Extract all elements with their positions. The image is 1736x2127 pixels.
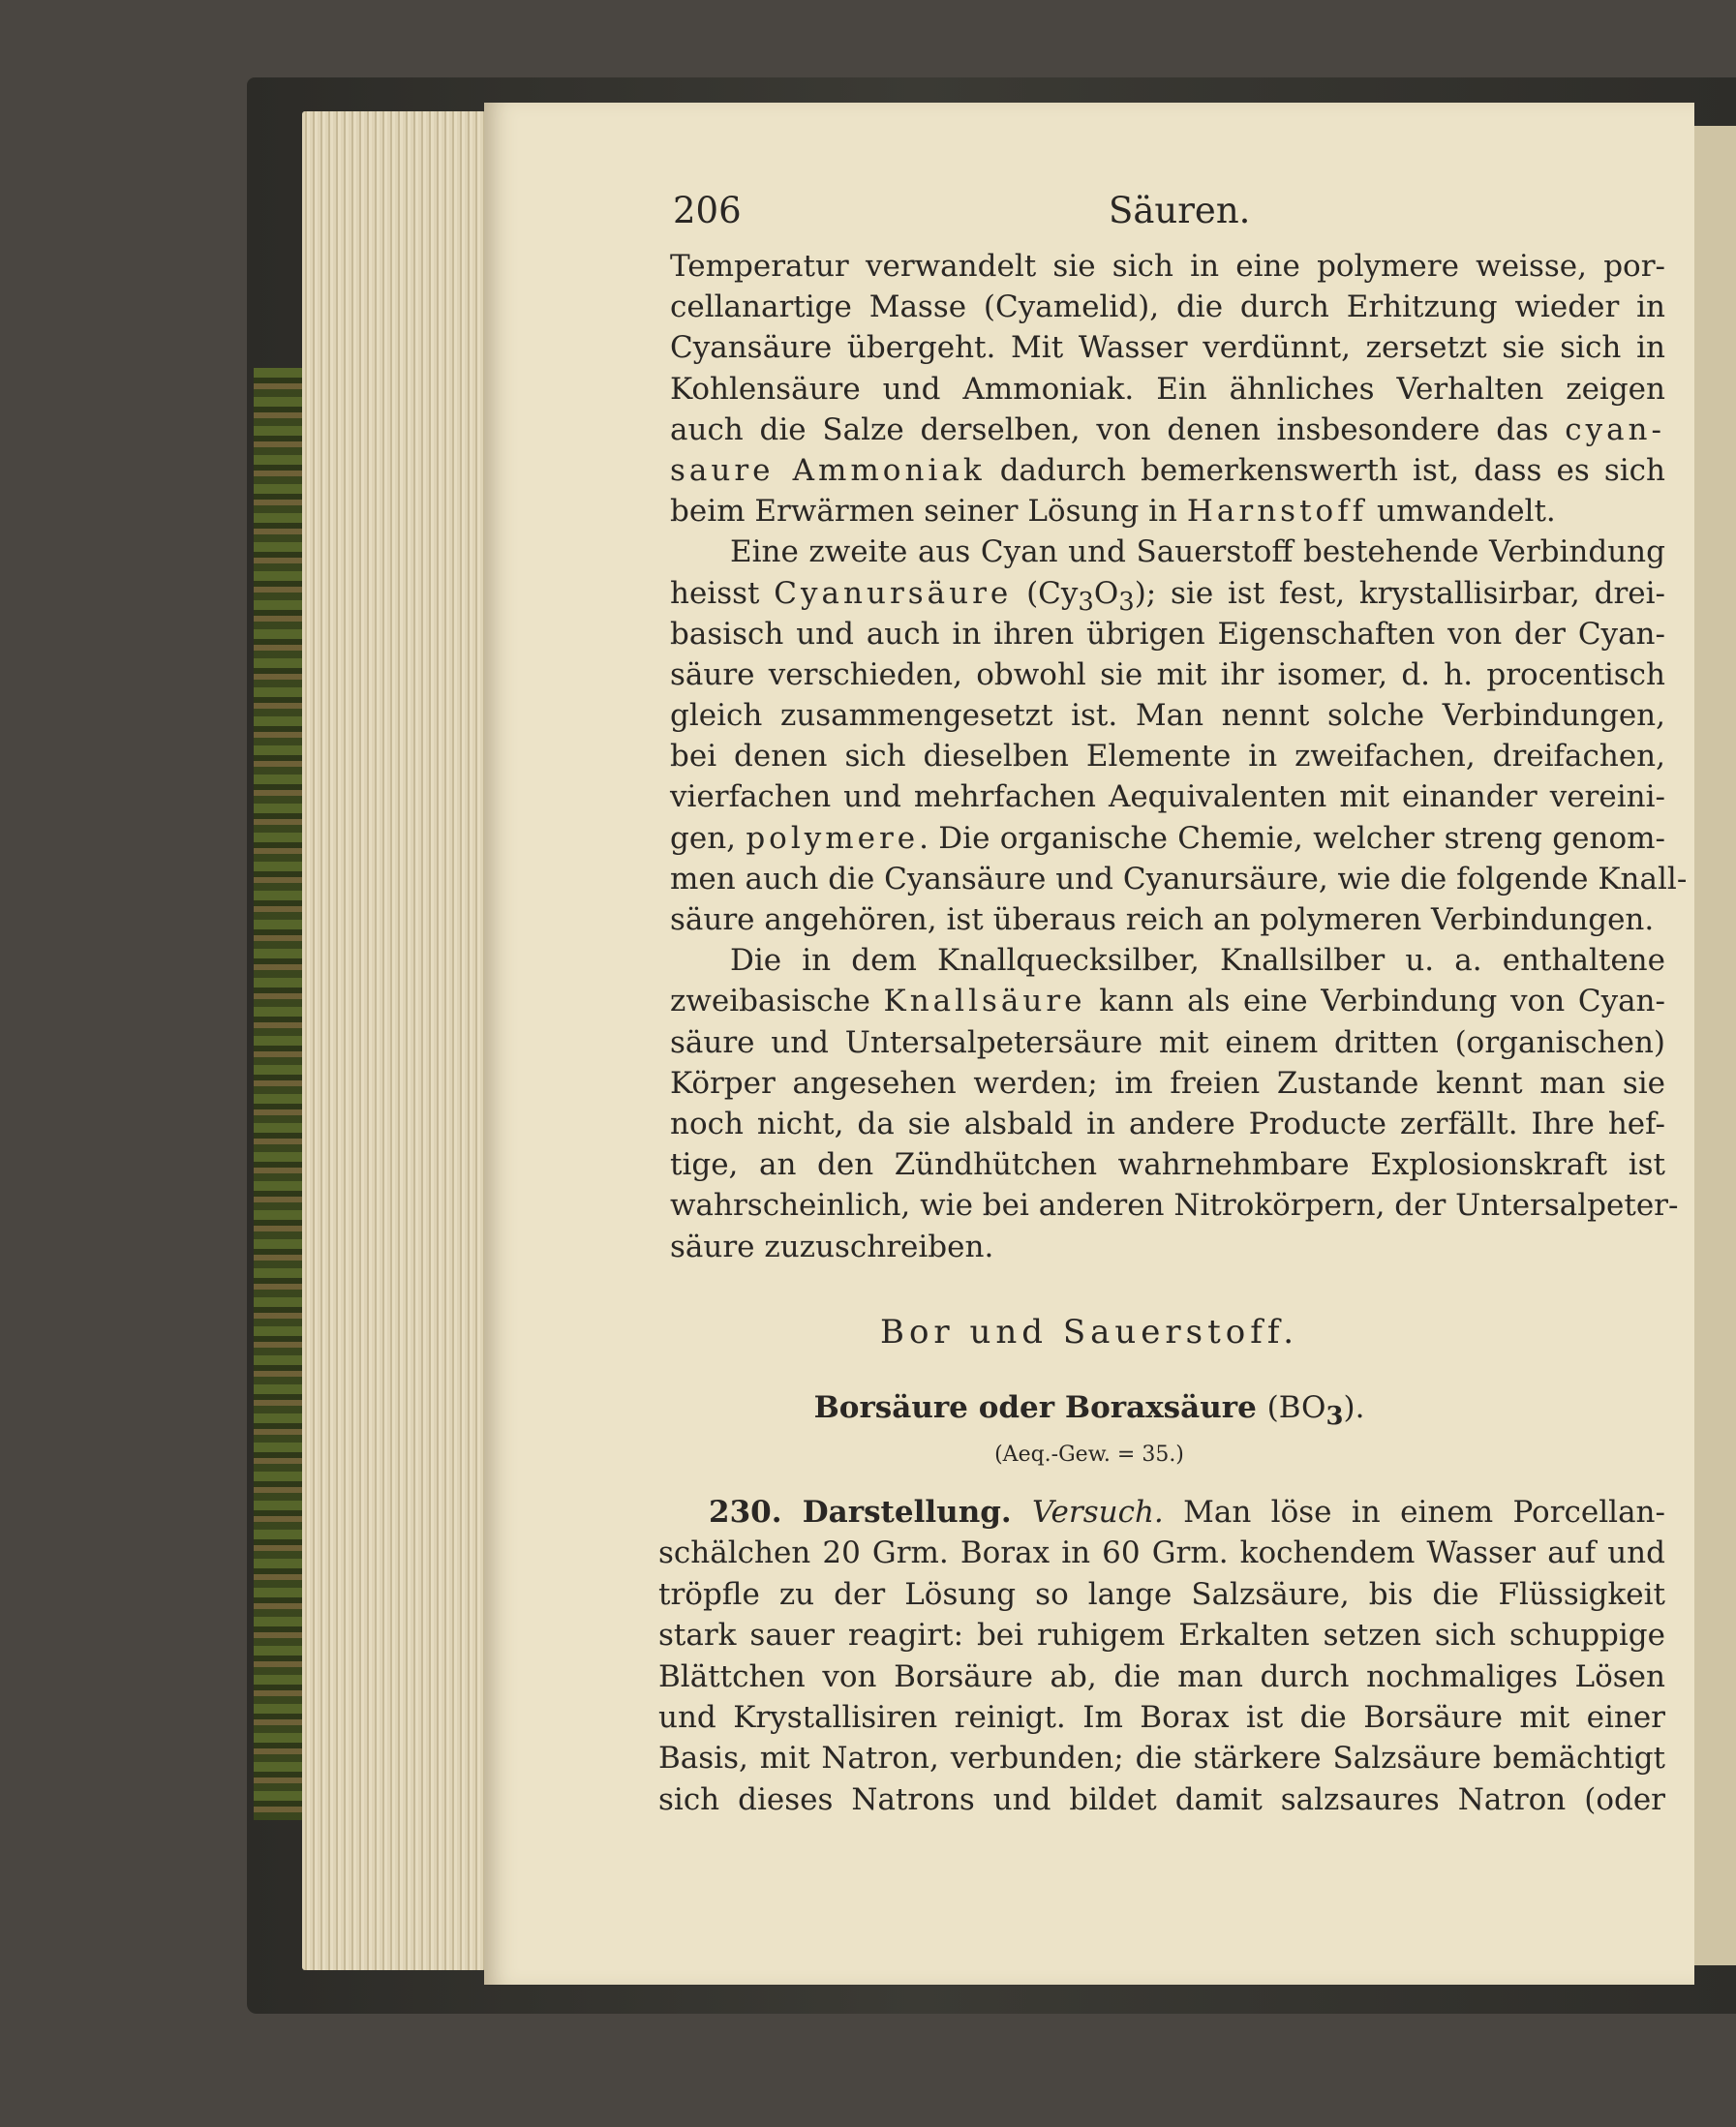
text-line: säure zuzuschreiben. xyxy=(670,1229,994,1264)
text-line: zweibasische Knallsäure kann als eine Verbindung von Cyan- xyxy=(670,984,1666,1019)
text-line: tröpfle zu der Lösung so lange Salzsäure, bis die Flüssigkeit xyxy=(658,1576,1665,1612)
page-number: 206 xyxy=(673,190,742,231)
spaced-term: cyan- xyxy=(1565,411,1665,447)
text-line: cellanartige Masse (Cyamelid), die durch Erhitzung wieder in xyxy=(670,289,1665,325)
text-line: gleich zusammengesetzt ist. Man nennt solche Verbindungen, xyxy=(670,698,1665,734)
text-line: vierfachen und mehrfachen Aequivalenten mit einander vereini- xyxy=(670,779,1665,815)
text-line: sich dieses Natrons und bildet damit salzsaures Natron (oder xyxy=(658,1781,1665,1817)
equivalent-weight: (Aeq.-Gew. = 35.) xyxy=(994,1443,1184,1467)
running-title: Säuren. xyxy=(1109,190,1251,231)
text-line: basisch und auch in ihren übrigen Eigenschaften von der Cyan- xyxy=(670,616,1665,652)
text-line: Basis, mit Natron, verbunden; die stärkere Salzsäure bemächtigt xyxy=(658,1741,1665,1777)
page-edges xyxy=(302,111,486,1970)
page-header xyxy=(673,190,1496,238)
text-line: auch die Salze derselben, von denen insbesondere das cyan- xyxy=(670,411,1665,447)
text-line: gen, polymere. Die organische Chemie, welcher streng genom- xyxy=(670,820,1665,856)
text-line: 230. Darstellung. Versuch. Man löse in einem Porcellan- xyxy=(709,1495,1665,1530)
text-line: Kohlensäure und Ammoniak. Ein ähnliches Verhalten zeigen xyxy=(670,371,1665,407)
text-line: und Krystallisiren reinigt. Im Borax ist die Borsäure mit einer xyxy=(658,1699,1665,1735)
text-line: Eine zweite aus Cyan und Sauerstoff bestehende Verbindung xyxy=(730,534,1665,570)
main-text-2 xyxy=(658,1492,1665,1820)
text-line: stark sauer reagirt: bei ruhigem Erkalten setzen sich schuppige xyxy=(658,1618,1665,1654)
text-line: säure verschieden, obwohl sie mit ihr isomer, d. h. procentisch xyxy=(670,656,1665,692)
section-title: Bor und Sauerstoff. xyxy=(879,1313,1299,1352)
text-line: Cyansäure übergeht. Mit Wasser verdünnt, zersetzt sie sich in xyxy=(670,330,1665,366)
spaced-term: saure Ammoniak xyxy=(670,452,986,488)
text-line: wahrscheinlich, wie bei anderen Nitrokörpern, der Untersalpeter- xyxy=(670,1188,1679,1224)
text-line: säure angehören, ist überaus reich an polymeren Verbindungen. xyxy=(670,902,1655,937)
text-line: Temperatur verwandelt sie sich in eine polymere weisse, por- xyxy=(670,249,1665,284)
text-line: Die in dem Knallquecksilber, Knallsilber u. a. enthaltene xyxy=(730,943,1665,979)
section-subtitle: Borsäure oder Boraxsäure $(BO_3)$. xyxy=(813,1390,1365,1432)
text-line: men auch die Cyansäure und Cyanursäure, wie die folgende Knall- xyxy=(670,861,1688,896)
spaced-term: polymere xyxy=(746,820,920,856)
facing-page-edge xyxy=(1692,126,1736,1965)
text-line: beim Erwärmen seiner Lösung in Harnstoff umwandelt. xyxy=(670,494,1556,530)
text-line: Körper angesehen werden; im freien Zustande kennt man sie xyxy=(670,1065,1665,1101)
main-text xyxy=(670,246,1688,1267)
text-line: saure Ammoniak dadurch bemerkenswerth ist, dass es sich xyxy=(670,452,1665,488)
text-line: bei denen sich dieselben Elemente in zweifachen, dreifachen, xyxy=(670,739,1665,775)
text-line: Blättchen von Borsäure ab, die man durch nochmaliges Lösen xyxy=(658,1658,1665,1694)
spaced-term: Cyanursäure xyxy=(774,575,1013,611)
text-line: schälchen 20 Grm. Borax in 60 Grm. kochendem Wasser auf und xyxy=(658,1535,1665,1571)
book-page xyxy=(484,103,1694,1985)
spaced-term: Knallsäure xyxy=(883,984,1086,1019)
book-spine xyxy=(254,368,302,1820)
text-line: heisst Cyanursäure $(Cy_3O_3)$; sie ist fest, krystallisirbar, drei- xyxy=(670,575,1666,617)
text-line: säure und Untersalpetersäure mit einem dritten (organischen) xyxy=(670,1024,1665,1060)
text-line: noch nicht, da sie alsbald in andere Producte zerfällt. Ihre hef- xyxy=(670,1106,1665,1141)
spaced-term: Harnstoff xyxy=(1186,494,1368,530)
text-line: tige, an den Zündhütchen wahrnehmbare Explosionskraft ist xyxy=(670,1147,1665,1183)
